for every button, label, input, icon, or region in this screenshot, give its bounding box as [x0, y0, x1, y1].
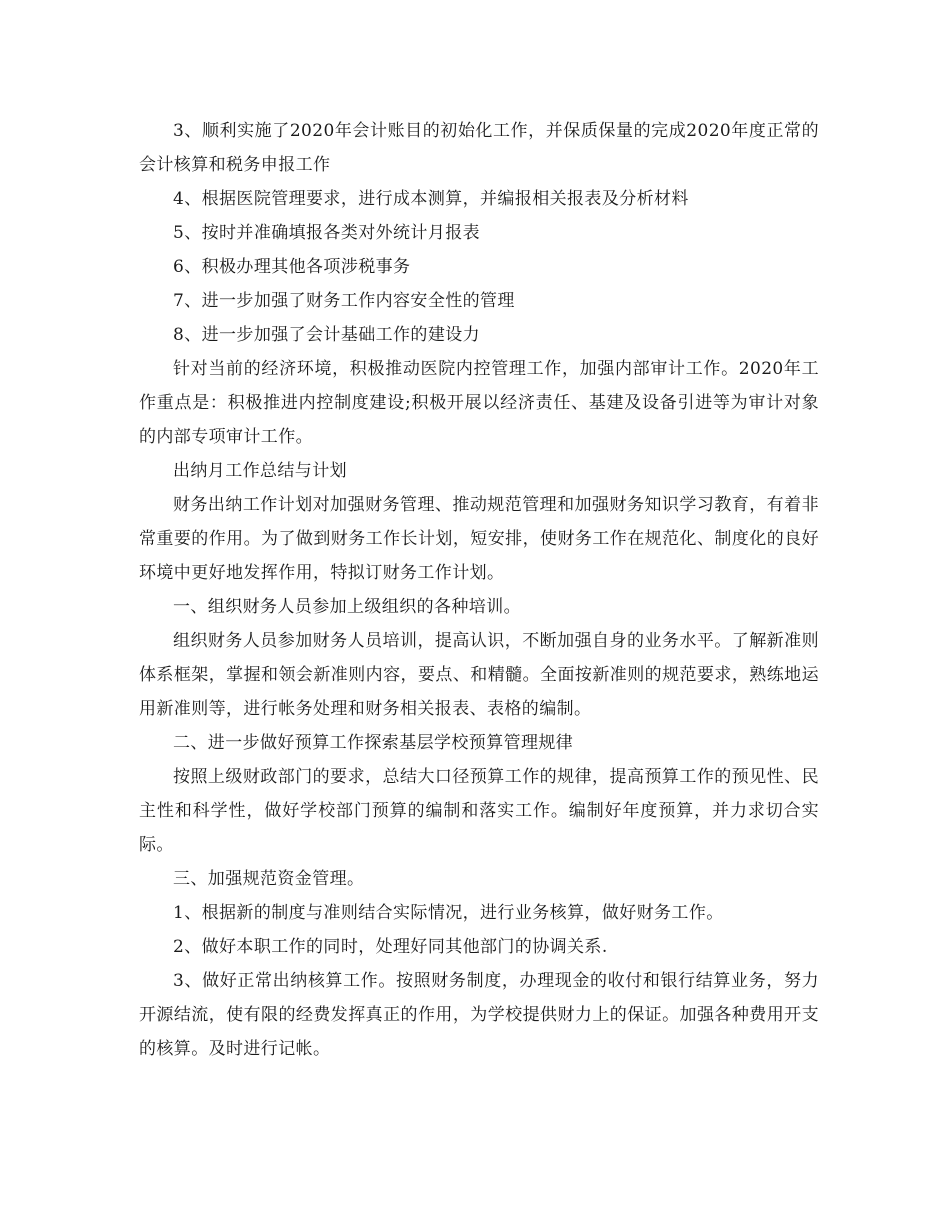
- paragraph-cashier-plan-intro: 财务出纳工作计划对加强财务管理、推动规范管理和加强财务知识学习教育，有着非常重要的作用。为了做到财务工作长计划，短安排，使财务工作在规范化、制度化的良好环境中更好地发挥作用，特拟订财务工作计划。: [139, 495, 819, 583]
- paragraph-item-5-statistics-report: 5、按时并准确填报各类对外统计月报表: [173, 223, 481, 243]
- paragraph-item-7-security: 7、进一步加强了财务工作内容安全性的管理: [173, 291, 515, 311]
- paragraph-budget: 按照上级财政部门的要求，总结大口径预算工作的规律，提高预算工作的预见性、民主性和科学性，做好学校部门预算的编制和落实工作。编制好年度预算，并力求切合实际。: [139, 767, 819, 855]
- paragraph-item-8-accounting-basics: 8、进一步加强了会计基础工作的建设力: [173, 325, 481, 345]
- paragraph-item-3-initialization: 3、顺利实施了2020年会计账目的初始化工作，并保质保量的完成2020年度正常的会计核算和税务申报工作: [139, 121, 819, 175]
- section-heading-training: 一、组织财务人员参加上级组织的各种培训。: [173, 597, 521, 617]
- section-heading-cashier-summary: 出纳月工作总结与计划: [173, 461, 347, 481]
- paragraph-fund-item-2: 2、做好本职工作的同时，处理好同其他部门的协调关系.: [173, 937, 608, 957]
- paragraph-item-6-tax-affairs: 6、积极办理其他各项涉税事务: [173, 257, 411, 277]
- paragraph-fund-item-3: 3、做好正常出纳核算工作。按照财务制度，办理现金的收付和银行结算业务，努力开源结流，使有限的经费发挥真正的作用，为学校提供财力上的保证。加强各种费用开支的核算。及时进行记帐。: [139, 971, 819, 1059]
- paragraph-internal-audit: 针对当前的经济环境，积极推动医院内控管理工作，加强内部审计工作。2020年工作重点是：积极推进内控制度建设;积极开展以经济责任、基建及设备引进等为审计对象的内部专项审计工作。: [139, 359, 819, 447]
- paragraph-item-4-cost-calculation: 4、根据医院管理要求，进行成本测算，并编报相关报表及分析材料: [173, 189, 689, 209]
- document-body: [139, 114, 819, 1066]
- section-heading-budget: 二、进一步做好预算工作探索基层学校预算管理规律: [173, 733, 574, 753]
- paragraph-fund-item-1: 1、根据新的制度与准则结合实际情况，进行业务核算，做好财务工作。: [173, 903, 724, 923]
- section-heading-fund-management: 三、加强规范资金管理。: [173, 869, 365, 889]
- paragraph-training: 组织财务人员参加财务人员培训，提高认识，不断加强自身的业务水平。了解新准则体系框架，掌握和领会新准则内容，要点、和精髓。全面按新准则的规范要求，熟练地运用新准则等，进行帐务处理和财务相关报表、表格的编制。: [139, 631, 819, 719]
